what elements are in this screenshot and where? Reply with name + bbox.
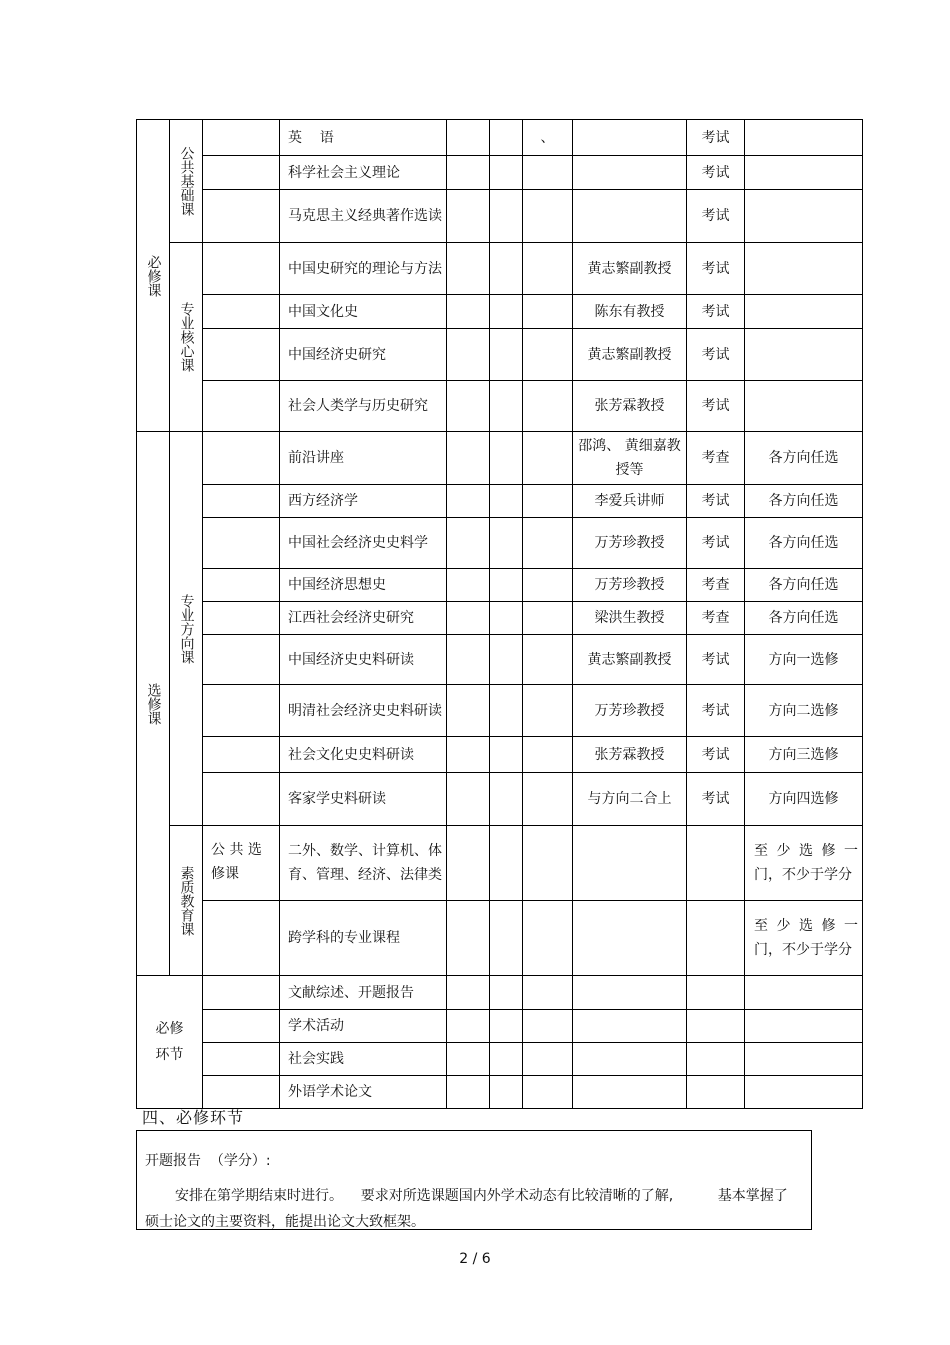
table-row — [137, 1010, 863, 1043]
teacher — [573, 1010, 687, 1043]
course-name: 中国社会经济史史料学 — [280, 518, 447, 569]
note — [745, 243, 863, 295]
exam-type: 考试 — [687, 518, 745, 569]
note: 各方向任选 — [745, 518, 863, 569]
exam-type: 考试 — [687, 120, 745, 156]
table-row — [137, 295, 863, 329]
exam-type: 考试 — [687, 485, 745, 518]
teacher: 与方向二合上 — [573, 773, 687, 826]
note: 各方向任选 — [745, 569, 863, 602]
table-row — [137, 976, 863, 1010]
note: 方向四选修 — [745, 773, 863, 826]
box-paragraph-text: 安排在第学期结束时进行。 要求对所选课题国内外学术动态有比较清晰的了解, 基本掌握了硕士论文的主要资料，能提出论文大致框架。 — [145, 1188, 788, 1230]
teacher: 李爱兵讲师 — [573, 485, 687, 518]
course-table — [136, 119, 863, 1109]
group-required: 必修课 — [137, 120, 170, 432]
table-row — [137, 243, 863, 295]
box-paragraph — [145, 1183, 801, 1235]
note — [745, 976, 863, 1010]
exam-type: 考试 — [687, 773, 745, 826]
table-row — [137, 156, 863, 190]
table-row — [137, 329, 863, 381]
table-row — [137, 773, 863, 826]
teacher: 黄志繁副教授 — [573, 329, 687, 381]
note — [745, 120, 863, 156]
exam-type: 考查 — [687, 569, 745, 602]
extra-mark: 、 — [523, 120, 573, 156]
course-name: 社会文化史史料研读 — [280, 737, 447, 773]
table-row — [137, 1076, 863, 1109]
note — [745, 156, 863, 190]
exam-type — [687, 826, 745, 901]
note: 各方向任选 — [745, 602, 863, 635]
group-required-segment: 必修环节 — [137, 976, 203, 1109]
teacher: 梁洪生教授 — [573, 602, 687, 635]
table-row — [137, 737, 863, 773]
exam-type: 考试 — [687, 243, 745, 295]
section-title: 四、必修环节 — [142, 1108, 245, 1127]
course-name: 明清社会经济史史料研读 — [280, 685, 447, 737]
course-name: 跨学科的专业课程 — [280, 901, 447, 976]
teacher — [573, 901, 687, 976]
course-name: 马克思主义经典著作选读 — [280, 190, 447, 243]
exam-type: 考查 — [687, 602, 745, 635]
note: 各方向任选 — [745, 432, 863, 485]
course-name: 西方经济学 — [280, 485, 447, 518]
course-name: 中国经济思想史 — [280, 569, 447, 602]
course-name: 中国史研究的理论与方法 — [280, 243, 447, 295]
course-name: 外语学术论文 — [280, 1076, 447, 1109]
table-row — [137, 569, 863, 602]
teacher: 黄志繁副教授 — [573, 243, 687, 295]
course-name: 科学社会主义理论 — [280, 156, 447, 190]
group-elective: 选修课 — [137, 432, 170, 976]
course-name: 中国经济史研究 — [280, 329, 447, 381]
subgroup-major-direction: 专业方向课 — [170, 432, 203, 826]
teacher: 张芳霖教授 — [573, 381, 687, 432]
teacher: 邵鸿、 黄细嘉教授等 — [573, 432, 687, 485]
teacher: 陈东有教授 — [573, 295, 687, 329]
note: 各方向任选 — [745, 485, 863, 518]
course-name: 客家学史料研读 — [280, 773, 447, 826]
note — [745, 295, 863, 329]
note — [745, 1076, 863, 1109]
category-cell — [203, 120, 280, 156]
exam-type: 考试 — [687, 329, 745, 381]
category-public-elective: 公 共 选修课 — [203, 826, 280, 901]
table-row — [137, 432, 863, 485]
note — [745, 329, 863, 381]
note: 至 少 选 修 一门，不少于学分 — [745, 901, 863, 976]
note: 方向一选修 — [745, 635, 863, 685]
subgroup-public-basic: 公共基础课 — [170, 120, 203, 243]
exam-type — [687, 976, 745, 1010]
exam-type: 考试 — [687, 685, 745, 737]
course-name: 二外、数学、计算机、体育、管理、经济、法律类 — [280, 826, 447, 901]
exam-type: 考试 — [687, 381, 745, 432]
table-row — [137, 1043, 863, 1076]
note: 至 少 选 修 一门，不少于学分 — [745, 826, 863, 901]
table-row — [137, 485, 863, 518]
table-row — [137, 602, 863, 635]
table-row — [137, 120, 863, 156]
table-row — [137, 685, 863, 737]
course-name: 社会实践 — [280, 1043, 447, 1076]
page-number: 2 / 6 — [459, 1251, 491, 1267]
teacher: 黄志繁副教授 — [573, 635, 687, 685]
note — [745, 381, 863, 432]
teacher: 万芳珍教授 — [573, 518, 687, 569]
teacher — [573, 826, 687, 901]
exam-type: 考试 — [687, 190, 745, 243]
exam-type: 考试 — [687, 635, 745, 685]
course-name: 前沿讲座 — [280, 432, 447, 485]
teacher — [573, 120, 687, 156]
course-name: 学术活动 — [280, 1010, 447, 1043]
teacher — [573, 976, 687, 1010]
teacher — [573, 156, 687, 190]
table-row — [137, 635, 863, 685]
exam-type: 考试 — [687, 156, 745, 190]
exam-type — [687, 1076, 745, 1109]
note: 方向二选修 — [745, 685, 863, 737]
table-row — [137, 826, 863, 901]
exam-type: 考查 — [687, 432, 745, 485]
note — [745, 1010, 863, 1043]
note — [745, 190, 863, 243]
teacher — [573, 1043, 687, 1076]
table-row — [137, 518, 863, 569]
teacher: 万芳珍教授 — [573, 685, 687, 737]
exam-type: 考试 — [687, 295, 745, 329]
teacher: 万芳珍教授 — [573, 569, 687, 602]
note — [745, 1043, 863, 1076]
exam-type — [687, 1043, 745, 1076]
note: 方向三选修 — [745, 737, 863, 773]
exam-type — [687, 1010, 745, 1043]
course-name: 文献综述、开题报告 — [280, 976, 447, 1010]
subgroup-major-core: 专业核心课 — [170, 243, 203, 432]
exam-type — [687, 901, 745, 976]
exam-type: 考试 — [687, 737, 745, 773]
course-name: 英 语 — [280, 120, 447, 156]
teacher — [573, 1076, 687, 1109]
course-name: 江西社会经济史研究 — [280, 602, 447, 635]
course-name: 中国经济史史料研读 — [280, 635, 447, 685]
table-row — [137, 190, 863, 243]
course-name: 中国文化史 — [280, 295, 447, 329]
course-name: 社会人类学与历史研究 — [280, 381, 447, 432]
table-row — [137, 381, 863, 432]
opening-report-box — [136, 1130, 812, 1230]
teacher — [573, 190, 687, 243]
box-heading: 开题报告 （学分）: — [145, 1153, 271, 1169]
table-row — [137, 901, 863, 976]
subgroup-quality-education: 素质教育课 — [170, 826, 203, 976]
teacher: 张芳霖教授 — [573, 737, 687, 773]
